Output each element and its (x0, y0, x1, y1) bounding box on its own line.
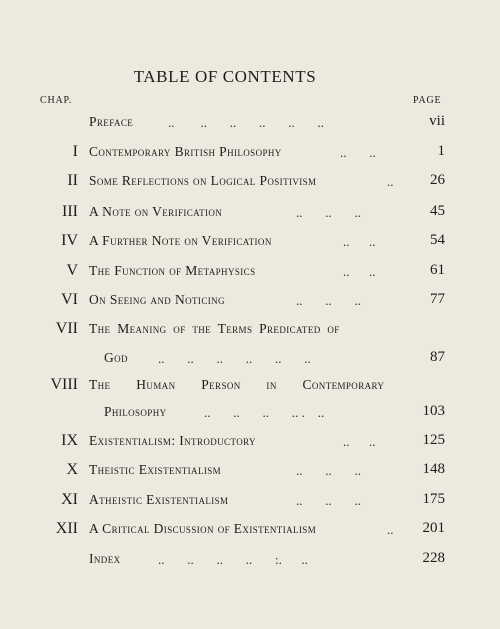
entry-title: Atheistic Existentialism (89, 492, 229, 507)
toc-entry (0, 491, 500, 515)
dot-leader: .. .. .. (296, 293, 361, 308)
page-number: 26 (430, 172, 445, 188)
toc-entry (0, 262, 500, 286)
toc-entry-continuation (0, 403, 500, 427)
chapter-number: II (67, 172, 78, 189)
dot-leader: .. (387, 522, 394, 537)
dot-leader: .. .. (340, 145, 376, 160)
chapter-column-header: CHAP. (40, 95, 73, 106)
page-number: 61 (430, 262, 445, 278)
dot-leader: .. .. (343, 264, 376, 279)
entry-title: A Note on Verification (89, 204, 223, 219)
chapter-number: VI (61, 291, 78, 308)
page-number: 1 (437, 143, 445, 159)
dot-leader: .. .. (343, 434, 376, 449)
page-number: 103 (422, 403, 445, 419)
entry-title: A Further Note on Verification (89, 233, 272, 248)
page-column-header: PAGE (413, 95, 442, 106)
entry-title-continuation: Philosophy (104, 404, 167, 419)
page-title: TABLE OF CONTENTS (133, 67, 317, 86)
entry-title: On Seeing and Noticing (89, 292, 225, 307)
toc-entry-continuation (0, 349, 500, 373)
toc-entry (0, 172, 500, 196)
toc-entry (0, 461, 500, 485)
page-number: 54 (430, 232, 445, 248)
toc-entry (0, 143, 500, 167)
entry-title: Some Reflections on Logical Positivism (89, 173, 317, 188)
entry-title: Contemporary British Philosophy (89, 144, 282, 159)
entry-title: Index (89, 551, 121, 566)
toc-entry-preface (0, 113, 500, 137)
chapter-number: XII (55, 520, 78, 537)
dot-leader: .. .. .. .. :. .. (158, 552, 308, 567)
chapter-number: I (72, 143, 78, 160)
chapter-number: III (62, 203, 78, 220)
chapter-number: IX (61, 432, 78, 449)
chapter-number: XI (61, 491, 78, 508)
entry-title: A Critical Discussion of Existentialism (89, 521, 317, 536)
toc-entry (0, 432, 500, 456)
entry-title: The Human Person in Contemporary (89, 377, 385, 392)
dot-leader: .. .. .. (296, 493, 361, 508)
dot-leader: .. .. .. (296, 205, 361, 220)
page-number: 228 (422, 550, 445, 566)
dot-leader: .. .. .. .. . .. (204, 405, 325, 420)
entry-title: Existentialism: Introductory (89, 433, 256, 448)
chapter-number: IV (61, 232, 78, 249)
chapter-number: VIII (50, 376, 78, 393)
toc-entry (0, 203, 500, 227)
page-number: 125 (422, 432, 445, 448)
chapter-number: X (66, 461, 78, 478)
page-number: 45 (430, 203, 445, 219)
dot-leader: .. (387, 174, 394, 189)
toc-entry (0, 376, 500, 400)
page-number: 175 (422, 491, 445, 507)
toc-entry (0, 520, 500, 544)
entry-title: The Function of Metaphysics (89, 263, 256, 278)
toc-entry-index (0, 550, 500, 574)
toc-entry (0, 232, 500, 256)
page-number: 87 (430, 349, 445, 365)
entry-title: Preface (89, 114, 134, 129)
dot-leader: .. .. .. .. .. .. (168, 115, 324, 130)
entry-title: Theistic Existentialism (89, 462, 222, 477)
chapter-number: VII (55, 320, 78, 337)
dot-leader: .. .. (343, 234, 376, 249)
toc-entry (0, 291, 500, 315)
page-number: 148 (422, 461, 445, 477)
dot-leader: .. .. .. (296, 463, 361, 478)
entry-title: The Meaning of the Terms Predicated of (89, 321, 340, 336)
page-number: vii (429, 113, 445, 129)
dot-leader: .. .. .. .. .. .. (158, 351, 311, 366)
toc-entry (0, 320, 500, 344)
entry-title-continuation: God (104, 350, 128, 365)
chapter-number: V (66, 262, 78, 279)
page-number: 77 (430, 291, 445, 307)
page-number: 201 (422, 520, 445, 536)
